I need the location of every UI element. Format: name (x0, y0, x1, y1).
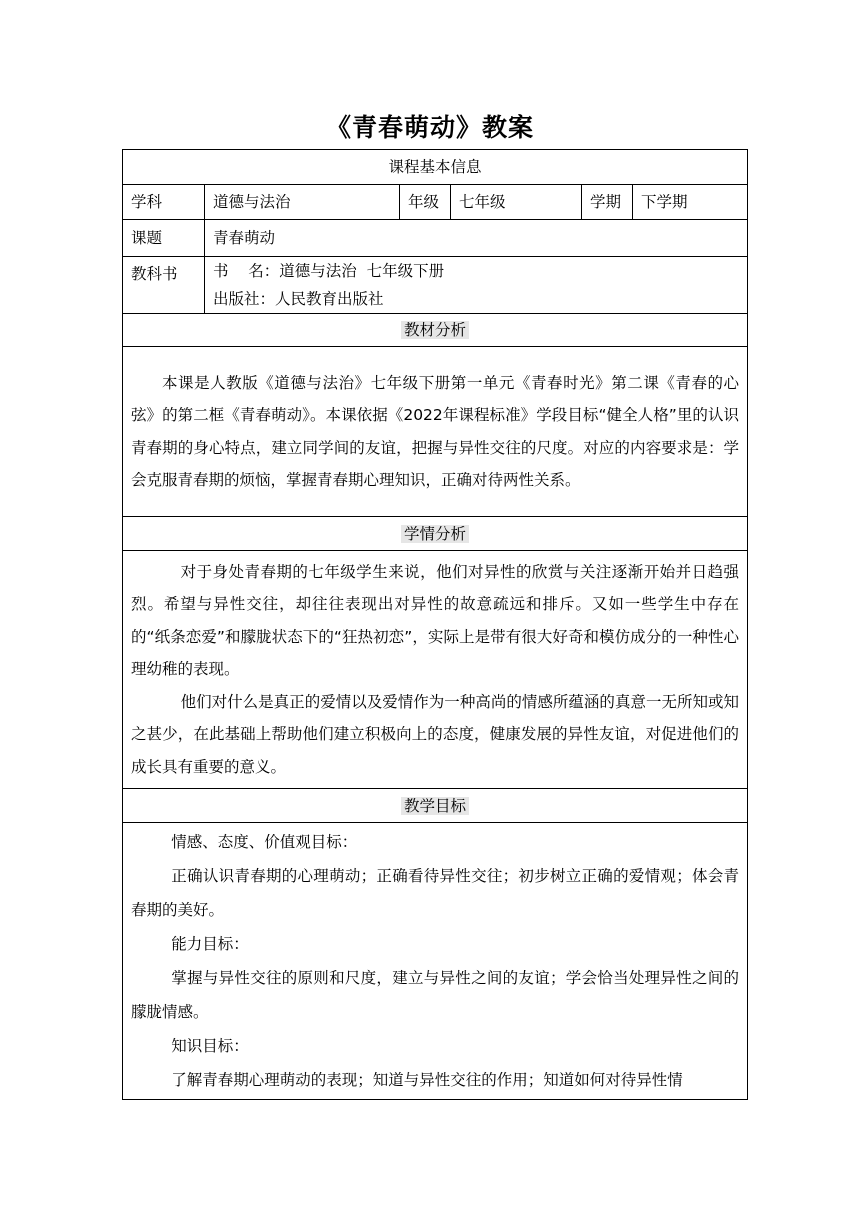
subject-label: 学科 (123, 185, 205, 220)
topic-label: 课题 (123, 220, 205, 257)
topic-row (123, 220, 748, 257)
subject-value: 道德与法治 (205, 185, 400, 220)
learner-analysis-paragraph-1: 对于身处青春期的七年级学生来说，他们对异性的欣赏与关注逐渐开始并日趋强烈。希望与异性交往，却往往表现出对异性的故意疏远和排斥。又如一些学生中存在的“纸条恋爱”和朦胧状态下的“狂热初恋”，实际上是带有很大好奇和模仿成分的一种性心理幼稚的表现。 (131, 562, 740, 679)
textbook-analysis-header (123, 314, 748, 347)
ability-goal-text: 掌握与异性交往的原则和尺度，建立与异性之间的友谊；学会恰当处理异性之间的朦胧情感。 (131, 969, 740, 1021)
emotion-goal-heading: 情感、态度、价值观目标： (171, 833, 358, 851)
knowledge-goal-text: 了解青春期心理萌动的表现；知道与异性交往的作用；知道如何对待异性情 (171, 1071, 683, 1089)
lesson-plan-table (122, 149, 748, 1100)
basic-info-header: 课程基本信息 (123, 150, 748, 185)
publisher-line: 出版社：人民教育出版社 (213, 290, 384, 308)
emotion-goal-text: 正确认识青春期的心理萌动；正确看待异性交往；初步树立正确的爱情观；体会青春期的美好。 (131, 867, 740, 919)
teaching-goals-header (123, 789, 748, 823)
teaching-goals-title: 教学目标 (401, 797, 469, 815)
grade-label: 年级 (400, 185, 451, 220)
ability-goal-heading: 能力目标： (171, 935, 249, 953)
teaching-goals-body (123, 823, 748, 1100)
learner-analysis-title: 学情分析 (401, 525, 469, 543)
topic-value: 青春萌动 (205, 220, 748, 257)
textbook-row (123, 257, 748, 314)
textbook-analysis-title: 教材分析 (401, 321, 469, 339)
learner-analysis-header (123, 517, 748, 551)
book-name-line: 书 名：道德与法治 七年级下册 (213, 262, 445, 280)
learner-analysis-body (123, 551, 748, 789)
term-label: 学期 (582, 185, 633, 220)
subject-row (123, 185, 748, 220)
learner-analysis-paragraph-2: 他们对什么是真正的爱情以及爱情作为一种高尚的情感所蕴涵的真意一无所知或知之甚少，在此基础上帮助他们建立积极向上的态度，健康发展的异性友谊，对促进他们的成长具有重要的意义。 (131, 692, 740, 776)
textbook-value (205, 257, 748, 314)
knowledge-goal-heading: 知识目标： (171, 1037, 249, 1055)
term-value: 下学期 (633, 185, 748, 220)
page-title: 《青春萌动》教案 (325, 113, 534, 142)
textbook-analysis-body (123, 347, 748, 517)
grade-value: 七年级 (451, 185, 582, 220)
textbook-label: 教科书 (123, 257, 205, 314)
textbook-analysis-paragraph: 本课是人教版《道德与法治》七年级下册第一单元《青春时光》第二课《青春的心弦》的第二框《青春萌动》。本课依据《2022年课程标准》学段目标“健全人格”里的认识青春期的身心特点，建立同学间的友谊，把握与异性交往的尺度。对应的内容要求是：学会克服青春期的烦恼，掌握青春期心理知识，正确对待两性关系。 (131, 373, 740, 489)
